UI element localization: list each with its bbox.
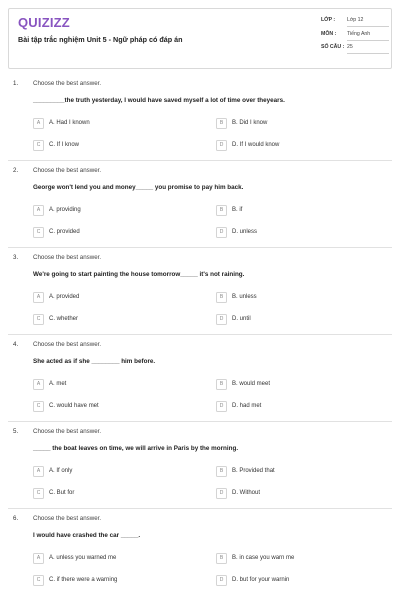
- option-c[interactable]: [33, 400, 99, 412]
- option-text: B. Provided that: [232, 468, 275, 474]
- option-letter-box: A: [33, 553, 44, 564]
- option-letter-box: C: [33, 488, 44, 499]
- option-letter-box: C: [33, 314, 44, 325]
- option-a[interactable]: [33, 204, 81, 216]
- option-d[interactable]: [216, 226, 257, 238]
- meta-value: 25: [347, 44, 353, 50]
- meta-row-count: [321, 44, 389, 57]
- option-letter-box: B: [216, 553, 227, 564]
- question-number: 3.: [13, 254, 19, 261]
- option-b[interactable]: [216, 291, 257, 303]
- option-letter-box: B: [216, 379, 227, 390]
- question-divider: [8, 247, 392, 248]
- meta-row-subject: [321, 31, 389, 44]
- option-text: B. in case you warn me: [232, 555, 295, 561]
- option-a[interactable]: [33, 378, 66, 390]
- option-letter-box: D: [216, 227, 227, 238]
- option-letter-box: C: [33, 401, 44, 412]
- option-text: D. If I would know: [232, 142, 280, 148]
- question-number: 5.: [13, 428, 19, 435]
- question-text: We're going to start painting the house tomorrow_____ it's not raining.: [33, 271, 245, 278]
- option-letter-box: D: [216, 401, 227, 412]
- option-letter-box: D: [216, 314, 227, 325]
- option-text: A. met: [49, 381, 67, 387]
- option-letter-box: A: [33, 379, 44, 390]
- worksheet-header: [8, 8, 392, 69]
- option-letter-box: D: [216, 575, 227, 586]
- meta-label: SỐ CÂU :: [321, 44, 345, 50]
- question-divider: [8, 160, 392, 161]
- question-divider: [8, 334, 392, 335]
- option-letter-box: A: [33, 118, 44, 129]
- option-text: C. whether: [49, 316, 79, 322]
- option-letter-box: A: [33, 466, 44, 477]
- option-text: D. until: [232, 316, 251, 322]
- question-instruction: Choose the best answer.: [33, 254, 102, 261]
- option-d[interactable]: [216, 139, 279, 151]
- option-letter-box: A: [33, 292, 44, 303]
- option-b[interactable]: [216, 378, 270, 390]
- question-text: _____ the boat leaves on time, we will arrive in Paris by the morning.: [33, 445, 239, 452]
- question-text: I would have crashed the car _____.: [33, 532, 141, 539]
- meta-underline: [347, 26, 389, 27]
- meta-value: Tiếng Anh: [347, 30, 371, 37]
- option-text: B. Did I know: [232, 120, 268, 126]
- meta-underline: [347, 40, 389, 41]
- question-instruction: Choose the best answer.: [33, 428, 102, 435]
- question-number: 6.: [13, 515, 19, 522]
- option-c[interactable]: [33, 139, 79, 151]
- option-text: C. But for: [49, 490, 75, 496]
- quizizz-logo: QUIZIZZ: [18, 15, 70, 30]
- question-text: _________the truth yesterday, I would have saved myself a lot of time over theyears.: [33, 97, 285, 104]
- question-divider: [8, 421, 392, 422]
- option-text: B. if: [232, 207, 243, 213]
- option-letter-box: B: [216, 292, 227, 303]
- option-d[interactable]: [216, 487, 260, 499]
- meta-row-grade: [321, 17, 389, 30]
- option-a[interactable]: [33, 552, 116, 564]
- meta-label: MÔN :: [321, 30, 337, 37]
- question-number: 1.: [13, 80, 19, 87]
- option-text: A. provided: [49, 294, 80, 300]
- option-b[interactable]: [216, 117, 267, 129]
- option-d[interactable]: [216, 400, 261, 412]
- question-instruction: Choose the best answer.: [33, 341, 102, 348]
- option-text: C. provided: [49, 229, 80, 235]
- option-b[interactable]: [216, 204, 242, 216]
- option-b[interactable]: [216, 552, 294, 564]
- option-letter-box: C: [33, 227, 44, 238]
- option-letter-box: A: [33, 205, 44, 216]
- option-letter-box: D: [216, 140, 227, 151]
- option-letter-box: C: [33, 140, 44, 151]
- option-d[interactable]: [216, 574, 289, 586]
- option-a[interactable]: [33, 117, 90, 129]
- option-c[interactable]: [33, 226, 80, 238]
- option-text: A. unless you warned me: [49, 555, 117, 561]
- option-letter-box: B: [216, 118, 227, 129]
- meta-value: Lớp 12: [347, 17, 364, 23]
- worksheet-meta: [321, 17, 389, 58]
- option-text: A. providing: [49, 207, 81, 213]
- option-text: D. Without: [232, 490, 261, 496]
- meta-underline: [347, 53, 389, 54]
- option-c[interactable]: [33, 313, 78, 325]
- option-text: B. would meet: [232, 381, 271, 387]
- worksheet-title: Bài tập trắc nghiệm Unit 5 - Ngữ pháp có đáp án: [18, 35, 183, 44]
- option-a[interactable]: [33, 291, 79, 303]
- option-text: C. if there were a warning: [49, 577, 118, 583]
- option-letter-box: D: [216, 488, 227, 499]
- option-c[interactable]: [33, 574, 117, 586]
- question-text: George won't lend you and money_____ you promise to pay him back.: [33, 184, 244, 191]
- option-text: D. had met: [232, 403, 262, 409]
- option-letter-box: B: [216, 205, 227, 216]
- option-c[interactable]: [33, 487, 74, 499]
- question-number: 4.: [13, 341, 19, 348]
- question-instruction: Choose the best answer.: [33, 515, 102, 522]
- option-text: B. unless: [232, 294, 257, 300]
- option-letter-box: C: [33, 575, 44, 586]
- question-instruction: Choose the best answer.: [33, 80, 102, 87]
- option-text: D. unless: [232, 229, 258, 235]
- option-letter-box: B: [216, 466, 227, 477]
- option-b[interactable]: [216, 465, 275, 477]
- question-instruction: Choose the best answer.: [33, 167, 102, 174]
- meta-label: LỚP :: [321, 17, 336, 23]
- option-text: C. would have met: [49, 403, 99, 409]
- question-number: 2.: [13, 167, 19, 174]
- option-text: A. If only: [49, 468, 73, 474]
- option-text: C. If I know: [49, 142, 80, 148]
- option-a[interactable]: [33, 465, 72, 477]
- option-text: A. Had I known: [49, 120, 90, 126]
- question-divider: [8, 508, 392, 509]
- option-d[interactable]: [216, 313, 251, 325]
- option-text: D. but for your warnin: [232, 577, 290, 583]
- question-text: She acted as if she ________ him before.: [33, 358, 156, 365]
